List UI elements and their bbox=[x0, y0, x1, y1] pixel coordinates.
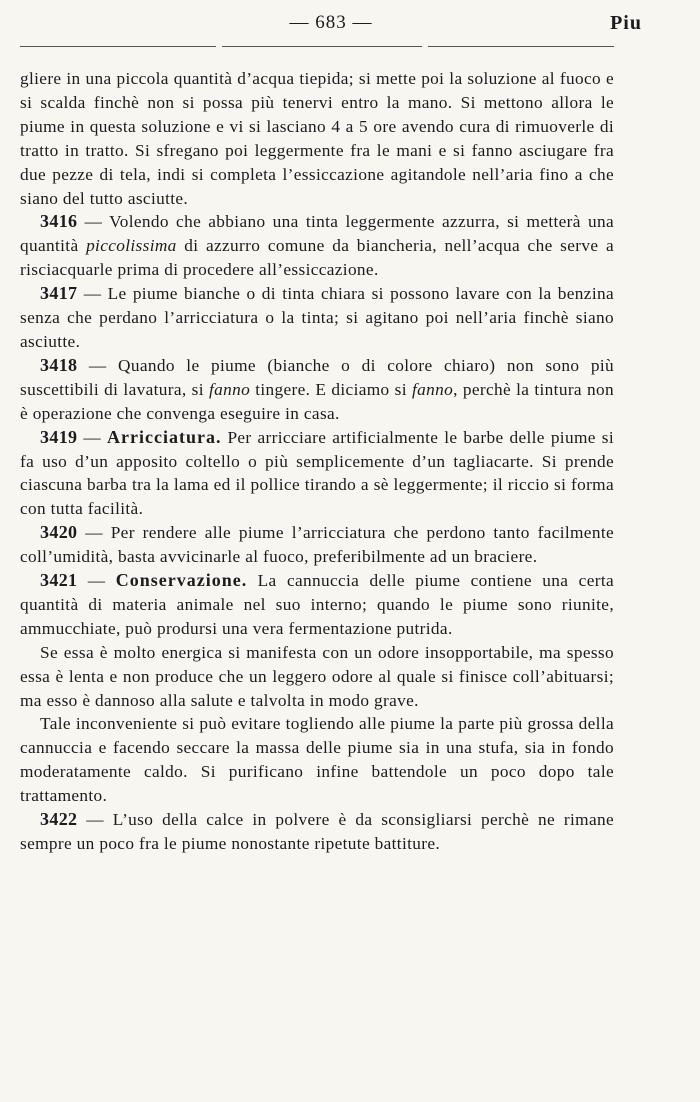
paragraph-text: La cannuccia delle piume contiene una certa quantità di materia animale nel suo interno; quando le piume sono riunite, ammucchiate, può prodursi una vera fermentazione putrida. bbox=[20, 571, 614, 638]
paragraph-text: — Le piume bianche o di tinta chiara si possono lavare con la benzina senza che perdano l’arricciatura o la tinta; si agitano poi nell’aria finchè siano asciutte. bbox=[20, 284, 614, 351]
entry-number: 3416 bbox=[40, 211, 78, 232]
emphasis-text: fanno bbox=[208, 379, 251, 399]
section-heading: Conservazione. bbox=[115, 570, 248, 591]
paragraph-3419 bbox=[20, 426, 614, 522]
paragraph-text: — L’uso della calce in polvere è da sconsigliarsi perchè ne rimane sempre un poco fra le piume nonostante ripetute battiture. bbox=[20, 810, 614, 853]
entry-number: 3422 bbox=[40, 809, 78, 830]
paragraph-text: — Volendo che abbiano una tinta leggermente azzurra, si metterà una quantità bbox=[20, 212, 614, 256]
header-rule bbox=[20, 46, 216, 47]
header-rule bbox=[428, 46, 614, 47]
dash: — bbox=[77, 427, 108, 447]
paragraph-tale bbox=[20, 712, 614, 808]
header-rule bbox=[222, 46, 422, 47]
page-header bbox=[20, 12, 642, 38]
paragraph-3418 bbox=[20, 354, 614, 426]
paragraph-text: , perchè la tintura non è operazione che convenga eseguire in casa. bbox=[20, 379, 615, 423]
paragraph-continuation bbox=[20, 67, 614, 210]
paragraph-text: tingere. E diciamo si bbox=[250, 379, 412, 399]
page-number: — 683 — bbox=[289, 12, 373, 33]
body-text bbox=[20, 67, 614, 856]
emphasis-text: fanno bbox=[411, 379, 454, 399]
paragraph-se-essa bbox=[20, 641, 614, 713]
paragraph-3421 bbox=[20, 569, 614, 641]
paragraph-text: Per arricciare artificialmente le barbe delle piume si fa uso d’un apposito coltello o più semplicemente d’un tagliacarte. Si prende ciascuna barba tra la lama ed il pollice tirando a sè leggermente; il riccio si forma con tutta facilità. bbox=[20, 427, 614, 519]
paragraph-text: Tale inconveniente si può evitare togliendo alle piume la parte più grossa della cannuccia e facendo seccare la massa delle piume sia in una stufa, sia in fondo moderatamente caldo. Si purificano infine battendole un poco dopo tale trattamento. bbox=[20, 714, 614, 806]
entry-number: 3421 bbox=[40, 570, 78, 591]
paragraph-3422 bbox=[20, 808, 614, 856]
paragraph-text: — Per rendere alle piume l’arricciatura che perdono tanto facilmente coll’umidità, basta avvicinarle al fuoco, preferibilmente ad un braciere. bbox=[20, 523, 614, 567]
paragraph-text: — Quando le piume (bianche o di colore chiaro) non sono più suscettibili di lavatura, si bbox=[20, 355, 614, 399]
running-head: Piu bbox=[610, 12, 642, 34]
paragraph-text: gliere in una piccola quantità d’acqua tiepida; si mette poi la soluzione al fuoco e si scalda finchè non si possa più tenervi entro la mano. Si mettono allora le piume in questa soluzione e vi si lasciano 4 a 5 ore avendo cura di rimuoverle di tratto in tratto. Si sfregano poi leggermente fra le mani e si fanno asciugare fra due pezze di tela, indi si completa l’essiccazione agitandole nell’aria fino a che siano del tutto asciutte. bbox=[20, 69, 614, 208]
entry-number: 3419 bbox=[40, 426, 78, 447]
emphasis-text: piccolissima bbox=[86, 236, 177, 256]
section-heading: Arricciatura. bbox=[107, 426, 222, 447]
paragraph-text: di azzurro comune da biancheria, nell’acqua che serve a risciacquarle prima di procedere all’essiccazione. bbox=[20, 236, 614, 280]
paragraph-3420 bbox=[20, 521, 614, 569]
dash: — bbox=[77, 571, 116, 591]
paragraph-3416 bbox=[20, 210, 614, 282]
entry-number: 3418 bbox=[40, 354, 78, 375]
entry-number: 3417 bbox=[40, 283, 78, 304]
paragraph-3417 bbox=[20, 282, 614, 354]
entry-number: 3420 bbox=[40, 522, 78, 543]
paragraph-text: Se essa è molto energica si manifesta con un odore insopportabile, ma spesso essa è lenta e non produce che un leggero odore al quale si finisce coll’abituarsi; ma esso è dannoso alla salute e talvolta in modo grave. bbox=[20, 642, 614, 710]
